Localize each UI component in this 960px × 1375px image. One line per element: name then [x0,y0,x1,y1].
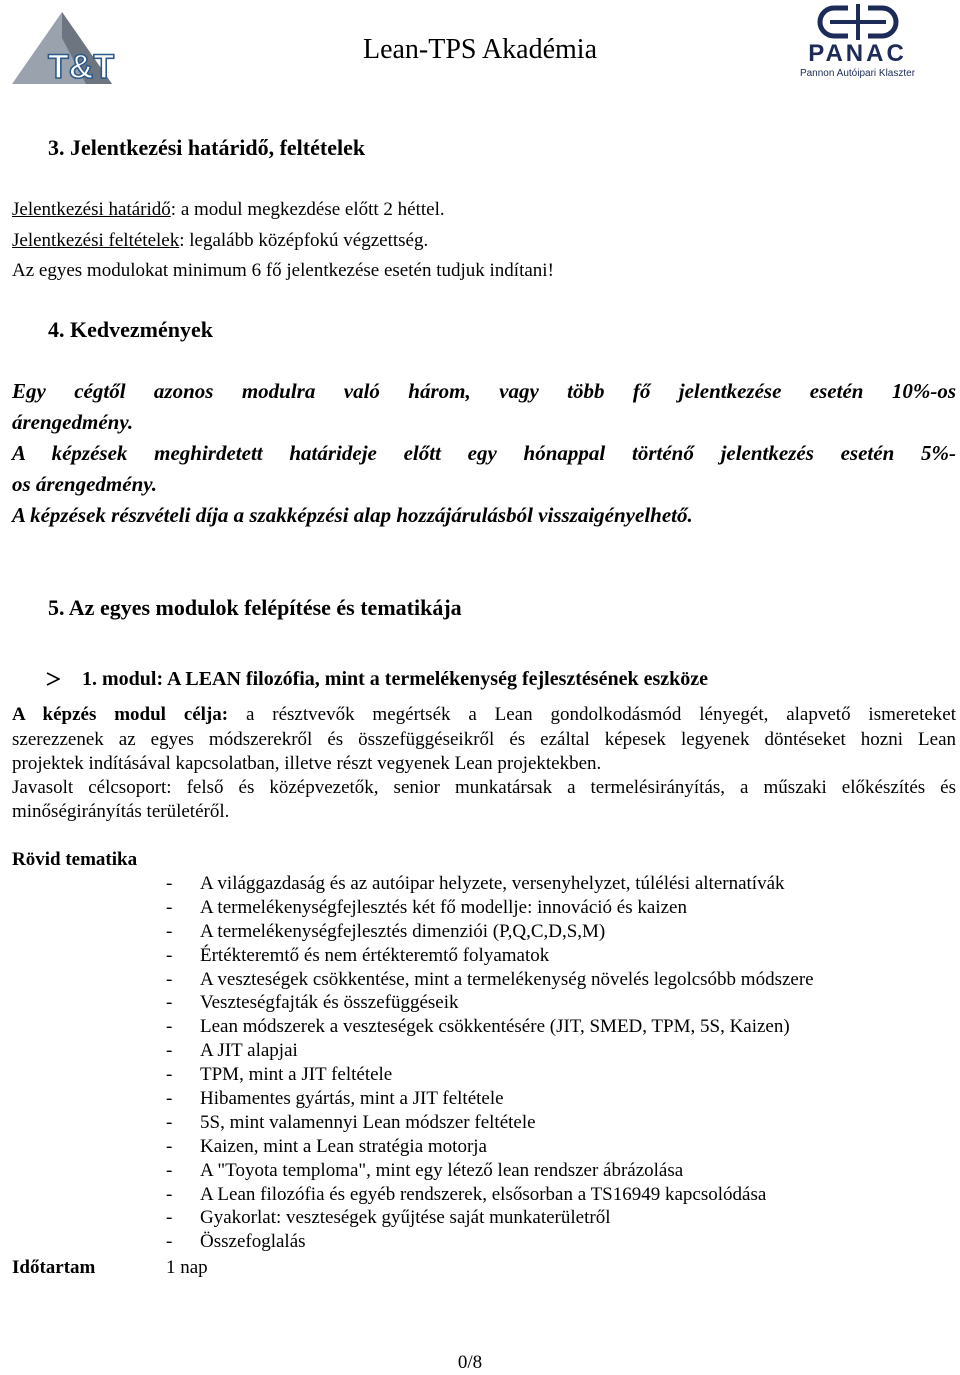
list-item-text: Lean módszerek a veszteségek csökkentésére (JIT, SMED, TPM, 5S, Kaizen) [200,1016,790,1038]
list-item [166,1206,926,1230]
list-item [166,1111,926,1135]
audience-line2: minőségirányítás területéről. [12,801,230,822]
list-item-text: Hibamentes gyártás, mint a JIT feltétele [200,1088,504,1110]
panac-logo [790,2,925,84]
page-header [0,0,960,100]
tt-logo-graphic [10,8,155,86]
list-dash: - [166,992,173,1014]
header-title: Lean-TPS Akadémia [362,34,598,65]
list-item-text: A termelékenységfejlesztés dimenziói (P,Q,C,D,S,M) [200,920,606,942]
tt-logo [10,8,155,86]
list-dash: - [166,1111,173,1133]
list-item [166,1183,926,1207]
goal-line1-text: a résztvevők megértsék a Lean gondolkodásmód lényegét, alapvető ismereteket [228,704,956,725]
list-item [166,1159,926,1183]
page-number: 0/8 [457,1352,483,1373]
list-item-text: Összefoglalás [200,1231,306,1253]
list-dash: - [166,1159,173,1181]
goal-line1 [12,703,956,727]
list-dash: - [166,944,173,966]
list-item-text: 5S, mint valamennyi Lean módszer feltétele [200,1111,536,1133]
list-item [166,1063,926,1087]
list-dash: - [166,896,173,918]
list-item-text: TPM, mint a JIT feltétele [200,1064,393,1086]
list-item [166,1015,926,1039]
deadline-line [12,198,445,222]
list-item-text: Veszteségfajták és összefüggéseik [200,992,459,1014]
list-item [166,920,926,944]
list-dash: - [166,1040,173,1062]
list-item [166,872,926,896]
list-item [166,968,926,992]
list-item [166,1135,926,1159]
discount-2-line1: A képzések meghirdetett határideje előtt egy hónappal történő jelentkezés esetén 5%- [12,441,956,465]
deadline-label: Jelentkezési határidő [12,199,171,220]
list-item [166,1230,926,1254]
duration-value: 1 nap [166,1257,208,1278]
list-dash: - [166,968,173,990]
goal-line2: szerezzenek az egyes módszerekről és összefüggéseikről és ezáltal képesek legyenek döntéseket hozni Lean [12,729,956,750]
conditions-label: Jelentkezési feltételek [12,230,180,251]
list-item-text: Kaizen, mint a Lean stratégia motorja [200,1135,487,1157]
section3-heading: 3. Jelentkezési határidő, feltételek [48,135,366,160]
list-dash: - [166,1088,173,1110]
list-item-text: A JIT alapjai [200,1040,298,1062]
list-dash: - [166,873,173,894]
module-title: 1. modul: A LEAN filozófia, mint a termelékenység fejlesztésének eszköze [82,668,708,690]
minimum-participants-line: Az egyes modulokat minimum 6 fő jelentkezése esetén tudjuk indítani! [12,260,554,281]
list-item-text: Értékteremtő és nem értékteremtő folyamatok [200,944,550,966]
list-dash: - [166,1016,173,1038]
list-item [166,991,926,1015]
conditions-line [12,229,428,253]
list-item-text: A veszteségek csökkentése, mint a termelékenység növelés legolcsóbb módszere [200,968,814,990]
conditions-value: : legalább középfokú végzettség. [179,230,429,251]
duration-label: Időtartam [12,1257,96,1278]
tema-label: Rövid tematika [12,849,138,870]
deadline-value: : a modul megkezdése előtt 2 héttel. [170,199,445,220]
list-item-text: A termelékenységfejlesztés két fő modellje: innováció és kaizen [200,896,687,918]
list-dash: - [166,1183,173,1205]
tema-list [166,872,926,1254]
list-dash: - [166,1064,173,1086]
audience-line1: Javasolt célcsoport: felső és középvezetők, senior munkatársak a termelésirányítás, a műszaki előkészítés és [12,777,956,798]
list-item [166,1039,926,1063]
section5-heading: 5. Az egyes modulok felépítése és tematikája [48,595,462,620]
discount-1-line1: Egy cégtől azonos modulra való három, vagy több fő jelentkezése esetén 10%-os [12,379,956,403]
discount-2-line2: os árengedmény. [12,472,158,496]
list-dash: - [166,1231,173,1253]
list-item-text: A Lean filozófia és egyéb rendszerek, elsősorban a TS16949 kapcsolódása [200,1183,767,1205]
list-item-text: A "Toyota temploma", mint egy létező lean rendszer ábrázolása [200,1159,684,1181]
list-dash: - [166,1207,173,1229]
section4-heading: 4. Kedvezmények [48,317,213,342]
list-item [166,1087,926,1111]
goal-label: A képzés modul célja: [12,704,229,725]
list-item [166,896,926,920]
arrow-bullet-icon [46,672,60,686]
panac-wordmark: PANAC [808,40,907,67]
list-item-text: A világgazdaság és az autóipar helyzete, versenyhelyzet, túlélési alternatívák [200,873,785,894]
refund-note: A képzések részvételi díja a szakképzési alap hozzájárulásból visszaigényelhető. [12,503,693,527]
discount-1-line2: árengedmény. [12,410,134,434]
list-item-text: Gyakorlat: veszteségek gyűjtése saját munkaterületről [200,1207,611,1229]
panac-subtitle: Pannon Autóipari Klaszter [799,68,916,79]
panac-logo-mark [790,2,925,42]
goal-line3: projektek indításával kapcsolatban, illetve részt vegyenek Lean projektekben. [12,753,602,774]
list-dash: - [166,920,173,942]
list-dash: - [166,1135,173,1157]
list-item [166,944,926,968]
svg-text:T&T: T&T [48,48,115,86]
